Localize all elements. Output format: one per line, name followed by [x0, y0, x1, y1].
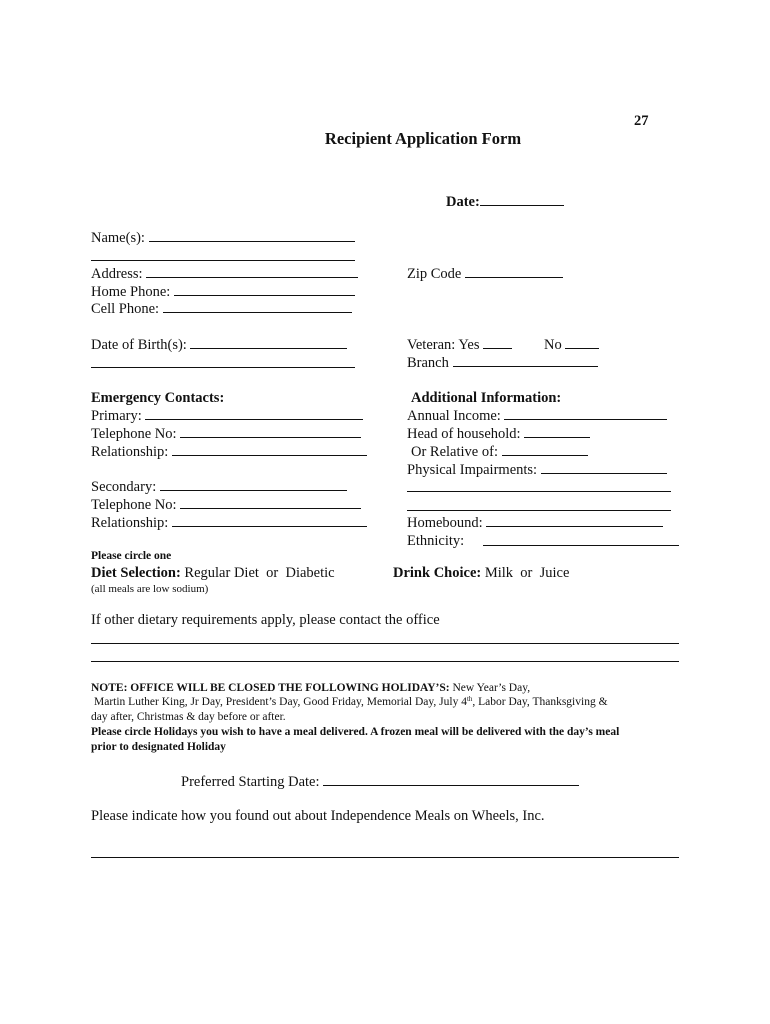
form-title: Recipient Application Form	[324, 129, 522, 148]
address-label: Address:	[91, 266, 143, 282]
ethnicity-label: Ethnicity:	[407, 533, 465, 549]
holiday-list-line3[interactable]: day after, Christmas & day before or after.	[91, 711, 286, 723]
relationship2-field[interactable]	[91, 513, 367, 532]
emergency-heading: Emergency Contacts:	[91, 390, 225, 406]
secondary-field[interactable]	[91, 477, 347, 496]
impairments-label: Physical Impairments:	[407, 462, 538, 478]
diet-options[interactable]: Regular Diet or Diabetic	[184, 565, 335, 581]
home-phone-label: Home Phone:	[91, 284, 171, 300]
page-number: 27	[634, 113, 649, 129]
names-label: Name(s):	[91, 230, 145, 246]
zip-field[interactable]	[407, 264, 563, 283]
veteran-yes-blank[interactable]	[483, 335, 512, 349]
impairments-line-3[interactable]	[407, 510, 671, 511]
relationship-label: Relationship:	[91, 444, 169, 460]
income-blank[interactable]	[504, 406, 667, 420]
holiday-instruction-2: prior to designated Holiday	[91, 741, 226, 753]
names-field[interactable]	[91, 228, 355, 247]
holiday-instruction-1: Please circle Holidays you wish to have a meal delivered. A frozen meal will be delivered with the day’s meal	[91, 726, 620, 738]
primary-field[interactable]	[91, 406, 363, 425]
found-out-line[interactable]	[91, 857, 679, 858]
dob-second-line[interactable]	[91, 367, 355, 368]
dob-field[interactable]	[91, 335, 347, 354]
dob-label: Date of Birth(s):	[91, 337, 187, 353]
drink-label: Drink Choice:	[393, 565, 482, 581]
low-sodium-note: (all meals are low sodium)	[91, 583, 209, 595]
secondary-label: Secondary:	[91, 479, 157, 495]
cell-phone-field[interactable]	[91, 299, 352, 318]
preferred-start-field[interactable]	[181, 772, 579, 791]
ethnicity-blank[interactable]	[483, 545, 679, 546]
telephone-field[interactable]	[91, 424, 361, 443]
telephone-blank[interactable]	[180, 424, 361, 438]
relative-label: Or Relative of:	[411, 444, 498, 460]
impairments-blank[interactable]	[541, 460, 667, 474]
date-label: Date:	[446, 194, 480, 210]
holiday-list-line2[interactable]	[94, 695, 608, 709]
primary-blank[interactable]	[145, 406, 363, 420]
diet-label: Diet Selection:	[91, 565, 181, 581]
veteran-field	[407, 335, 512, 354]
found-out-question: Please indicate how you found out about Independence Meals on Wheels, Inc.	[91, 808, 545, 824]
home-phone-blank[interactable]	[174, 282, 355, 296]
secondary-blank[interactable]	[160, 477, 347, 491]
relationship-blank[interactable]	[172, 442, 367, 456]
date-blank[interactable]	[480, 192, 564, 206]
address-blank[interactable]	[146, 264, 358, 278]
primary-label: Primary:	[91, 408, 142, 424]
telephone2-blank[interactable]	[180, 495, 361, 509]
holiday-sup: th	[466, 695, 473, 703]
holiday-list-b: , Labor Day, Thanksgiving &	[472, 696, 608, 708]
telephone2-label: Telephone No:	[91, 497, 177, 513]
telephone-label: Telephone No:	[91, 426, 177, 442]
dietary-note: If other dietary requirements apply, please contact the office	[91, 612, 440, 628]
branch-blank[interactable]	[453, 353, 598, 367]
veteran-yes-label: Yes	[458, 337, 480, 353]
names-blank[interactable]	[149, 228, 355, 242]
drink-choice	[393, 564, 569, 582]
income-field[interactable]	[407, 406, 667, 425]
impairments-field[interactable]	[407, 460, 667, 479]
holiday-note-line1	[91, 681, 530, 695]
relative-field[interactable]	[411, 442, 588, 461]
veteran-no-field[interactable]	[544, 335, 599, 354]
dietary-line-1[interactable]	[91, 643, 679, 644]
names-second-line[interactable]	[91, 260, 355, 261]
circle-note: Please circle one	[91, 550, 172, 562]
veteran-no-label: No	[544, 337, 562, 353]
additional-heading: Additional Information:	[411, 390, 562, 406]
holiday-note-label: NOTE: OFFICE WILL BE CLOSED THE FOLLOWING HOLIDAY’S:	[91, 682, 450, 694]
dob-blank[interactable]	[190, 335, 347, 349]
address-field[interactable]	[91, 264, 358, 283]
relative-blank[interactable]	[502, 442, 588, 456]
head-household-field[interactable]	[407, 424, 590, 443]
zip-blank[interactable]	[465, 264, 563, 278]
preferred-start-blank[interactable]	[323, 772, 579, 786]
preferred-start-label: Preferred Starting Date:	[181, 774, 320, 790]
relationship2-label: Relationship:	[91, 515, 169, 531]
date-field[interactable]	[446, 192, 564, 211]
homebound-blank[interactable]	[486, 513, 663, 527]
relationship-field[interactable]	[91, 442, 367, 461]
holiday-list-a: Martin Luther King, Jr Day, President’s Day, Good Friday, Memorial Day, July 4	[94, 696, 467, 708]
branch-field[interactable]	[407, 353, 598, 372]
cell-phone-blank[interactable]	[163, 299, 352, 313]
impairments-line-2[interactable]	[407, 491, 671, 492]
cell-phone-label: Cell Phone:	[91, 301, 160, 317]
telephone2-field[interactable]	[91, 495, 361, 514]
head-household-label: Head of household:	[407, 426, 521, 442]
income-label: Annual Income:	[407, 408, 501, 424]
homebound-field[interactable]	[407, 513, 663, 532]
veteran-no-blank[interactable]	[565, 335, 599, 349]
drink-options[interactable]: Milk or Juice	[484, 565, 570, 581]
diet-selection	[91, 564, 335, 582]
head-household-blank[interactable]	[524, 424, 590, 438]
zip-label: Zip Code	[407, 266, 462, 282]
homebound-label: Homebound:	[407, 515, 483, 531]
ethnicity-field	[407, 532, 464, 550]
dietary-line-2[interactable]	[91, 661, 679, 662]
holiday-new-year[interactable]: New Year’s Day,	[452, 682, 531, 694]
veteran-label: Veteran:	[407, 337, 456, 353]
relationship2-blank[interactable]	[172, 513, 367, 527]
branch-label: Branch	[407, 355, 449, 371]
